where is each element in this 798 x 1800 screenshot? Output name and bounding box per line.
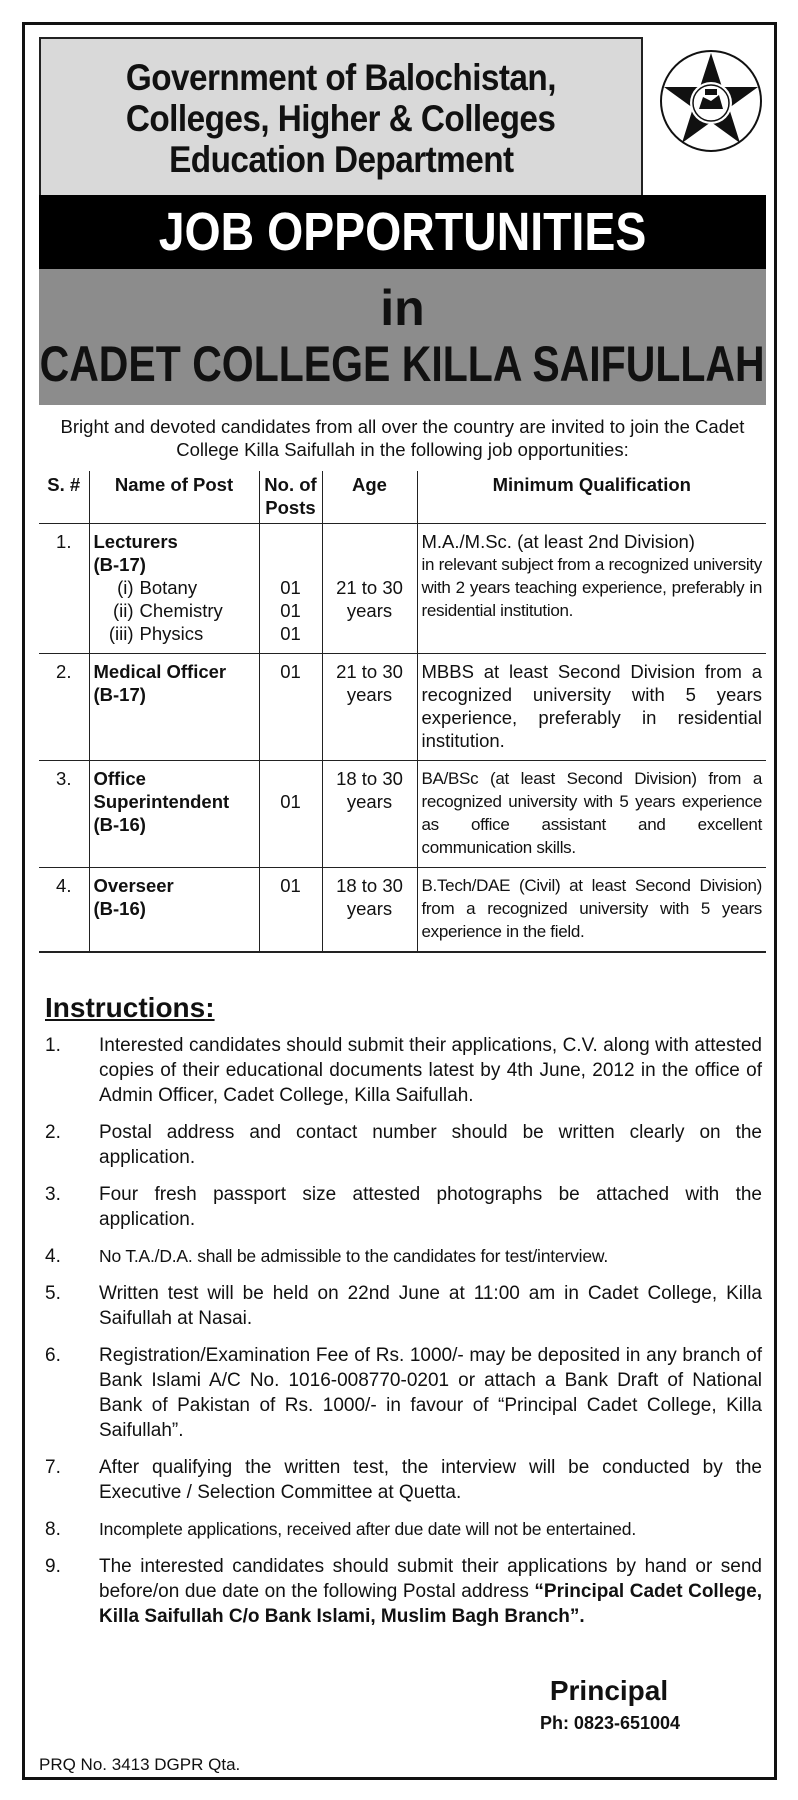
subject-numeral: (ii) [112, 600, 134, 621]
list-item [39, 1182, 766, 1232]
post-title: Overseer [93, 875, 174, 896]
row-post-name [89, 761, 259, 868]
post-grade: (B-16) [93, 898, 146, 919]
row-serial: 3. [39, 761, 89, 868]
row-qualification [417, 524, 766, 654]
subject-name: Botany [139, 577, 198, 598]
intro-paragraph: Bright and devoted candidates from all over the country are invited to join the Cadet College Killa Saifullah in the following job opportunities: [60, 416, 745, 460]
age-range: 18 to 30 [336, 875, 403, 896]
item-number: 2. [45, 1122, 61, 1143]
item-number: 6. [45, 1345, 61, 1366]
row-age [322, 654, 417, 761]
row-posts-count [259, 761, 322, 868]
row-qualification: MBBS at least Second Division from a recognized university with 5 years experience, preferably in residential institution. [417, 654, 766, 761]
header-serial: S. # [39, 471, 89, 524]
age-unit: years [346, 898, 393, 919]
age-range: 21 to 30 [336, 577, 403, 598]
item-text-block [99, 1554, 766, 1629]
age-range: 18 to 30 [336, 768, 403, 789]
item-number: 3. [45, 1184, 61, 1205]
list-item [39, 1343, 766, 1443]
signatory-phone: Ph: 0823-651004 [539, 1713, 681, 1733]
item-number: 9. [45, 1556, 61, 1577]
header-age: Age [322, 471, 417, 524]
table-row [39, 868, 766, 953]
item-number: 8. [45, 1519, 61, 1540]
department-line: Government of Balochistan, [125, 56, 557, 98]
department-line: Colleges, Higher & Colleges [126, 97, 556, 139]
banner-main-title: JOB OPPORTUNITIES [158, 202, 647, 262]
post-grade: (B-17) [93, 684, 146, 705]
subject-name: Chemistry [139, 600, 223, 621]
subject-item [94, 576, 255, 599]
list-item [39, 1517, 766, 1542]
post-title: Office [93, 768, 146, 789]
row-serial: 2. [39, 654, 89, 761]
department-box [39, 37, 643, 199]
age-range: 21 to 30 [336, 661, 403, 682]
row-posts-count [259, 524, 322, 654]
header-posts-count: No. of Posts [259, 471, 322, 524]
subject-item [94, 599, 255, 622]
posts-count: 01 [280, 600, 301, 621]
post-grade: (B-16) [93, 814, 146, 835]
table-header-row [39, 471, 766, 524]
item-number: 7. [45, 1457, 61, 1478]
header-qualification: Minimum Qualification [417, 471, 766, 524]
list-item [39, 1554, 766, 1629]
signatory-title: Principal [549, 1675, 669, 1706]
row-serial: 4. [39, 868, 89, 953]
row-serial: 1. [39, 524, 89, 654]
subject-name: Physics [139, 623, 204, 644]
table-row [39, 654, 766, 761]
instructions-title: Instructions: [45, 992, 215, 1023]
row-qualification: BA/BSc (at least Second Division) from a recognized university with 5 years experience as office assistant and excellent communication skills. [417, 761, 766, 868]
job-advertisement [22, 22, 777, 1780]
list-item [39, 1033, 766, 1108]
row-age [322, 761, 417, 868]
college-banner [39, 269, 766, 405]
qualification-text: in relevant subject from a recognized university with 2 years teaching experience, preferably in residential institution. [421, 555, 762, 620]
subject-item [94, 622, 255, 645]
posts-table [39, 471, 766, 953]
item-text: Postal address and contact number should be written clearly on the application. [99, 1122, 762, 1168]
item-text: Interested candidates should submit their applications, C.V. along with attested copies of their educational documents latest by 4th June, 2012 in the office of Admin Officer, Cadet College, Killa Saifullah. [99, 1035, 762, 1106]
item-text: No T.A./D.A. shall be admissible to the candidates for test/interview. [99, 1246, 608, 1266]
posts-count: 01 [280, 791, 301, 812]
item-number: 5. [45, 1283, 61, 1304]
post-title: Lecturers [93, 531, 178, 552]
table-row [39, 761, 766, 868]
row-age [322, 524, 417, 654]
row-age [322, 868, 417, 953]
postal-address: “Principal Cadet College, Killa Saifullah C/o Bank Islami, Muslim Bagh Branch”. [99, 1581, 763, 1627]
posts-count: 01 [280, 623, 301, 644]
post-grade: (B-17) [93, 554, 146, 575]
item-text: After qualifying the written test, the interview will be conducted by the Executive / Selection Committee at Quetta. [99, 1457, 762, 1503]
item-text: Registration/Examination Fee of Rs. 1000/- may be deposited in any branch of Bank Islami A/C No. 1016-008770-0201 or attach a Bank Draft of National Bank of Pakistan of Rs. 1000/- in favour of “Principal Cadet College, Killa Saifullah”. [99, 1345, 762, 1441]
row-post-name [89, 868, 259, 953]
subject-numeral: (iii) [108, 623, 134, 644]
subject-numeral: (i) [117, 577, 134, 598]
college-name: CADET COLLEGE KILLA SAIFULLAH [39, 336, 766, 392]
job-opportunities-banner [39, 195, 766, 269]
ad-header [25, 25, 774, 215]
row-posts-count: 01 [259, 654, 322, 761]
age-unit: years [346, 791, 393, 812]
posts-count: 01 [280, 577, 301, 598]
item-number: 4. [45, 1246, 61, 1267]
row-qualification: B.Tech/DAE (Civil) at least Second Division) from a recognized university with 5 years experience in the field. [417, 868, 766, 953]
age-unit: years [346, 684, 393, 705]
row-posts-count: 01 [259, 868, 322, 953]
row-post-name [89, 654, 259, 761]
government-star-emblem-icon [659, 49, 763, 153]
row-post-name [89, 524, 259, 654]
item-text: Written test will be held on 22nd June at 11:00 am in Cadet College, Killa Saifullah at Nasai. [99, 1283, 762, 1329]
department-line: Education Department [168, 138, 514, 180]
prq-number: PRQ No. 3413 DGPR Qta. [39, 1755, 241, 1774]
list-item [39, 1455, 766, 1505]
post-title: Superintendent [93, 791, 230, 812]
list-item [39, 1244, 766, 1269]
item-text: Four fresh passport size attested photographs be attached with the application. [99, 1184, 762, 1230]
age-unit: years [346, 600, 393, 621]
list-item [39, 1120, 766, 1170]
list-item [39, 1281, 766, 1331]
qualification-first-line: M.A./M.Sc. (at least 2nd Division) [421, 531, 695, 552]
table-row [39, 524, 766, 654]
item-number: 1. [45, 1035, 61, 1056]
post-title: Medical Officer [93, 661, 227, 682]
header-post-name: Name of Post [89, 471, 259, 524]
item-text: The interested candidates should submit their applications by hand or send before/on due date on the following Postal address [99, 1556, 762, 1602]
banner-in-text: in [380, 280, 425, 336]
instructions-list [39, 1033, 766, 1641]
item-text: Incomplete applications, received after due date will not be entertained. [99, 1519, 636, 1539]
